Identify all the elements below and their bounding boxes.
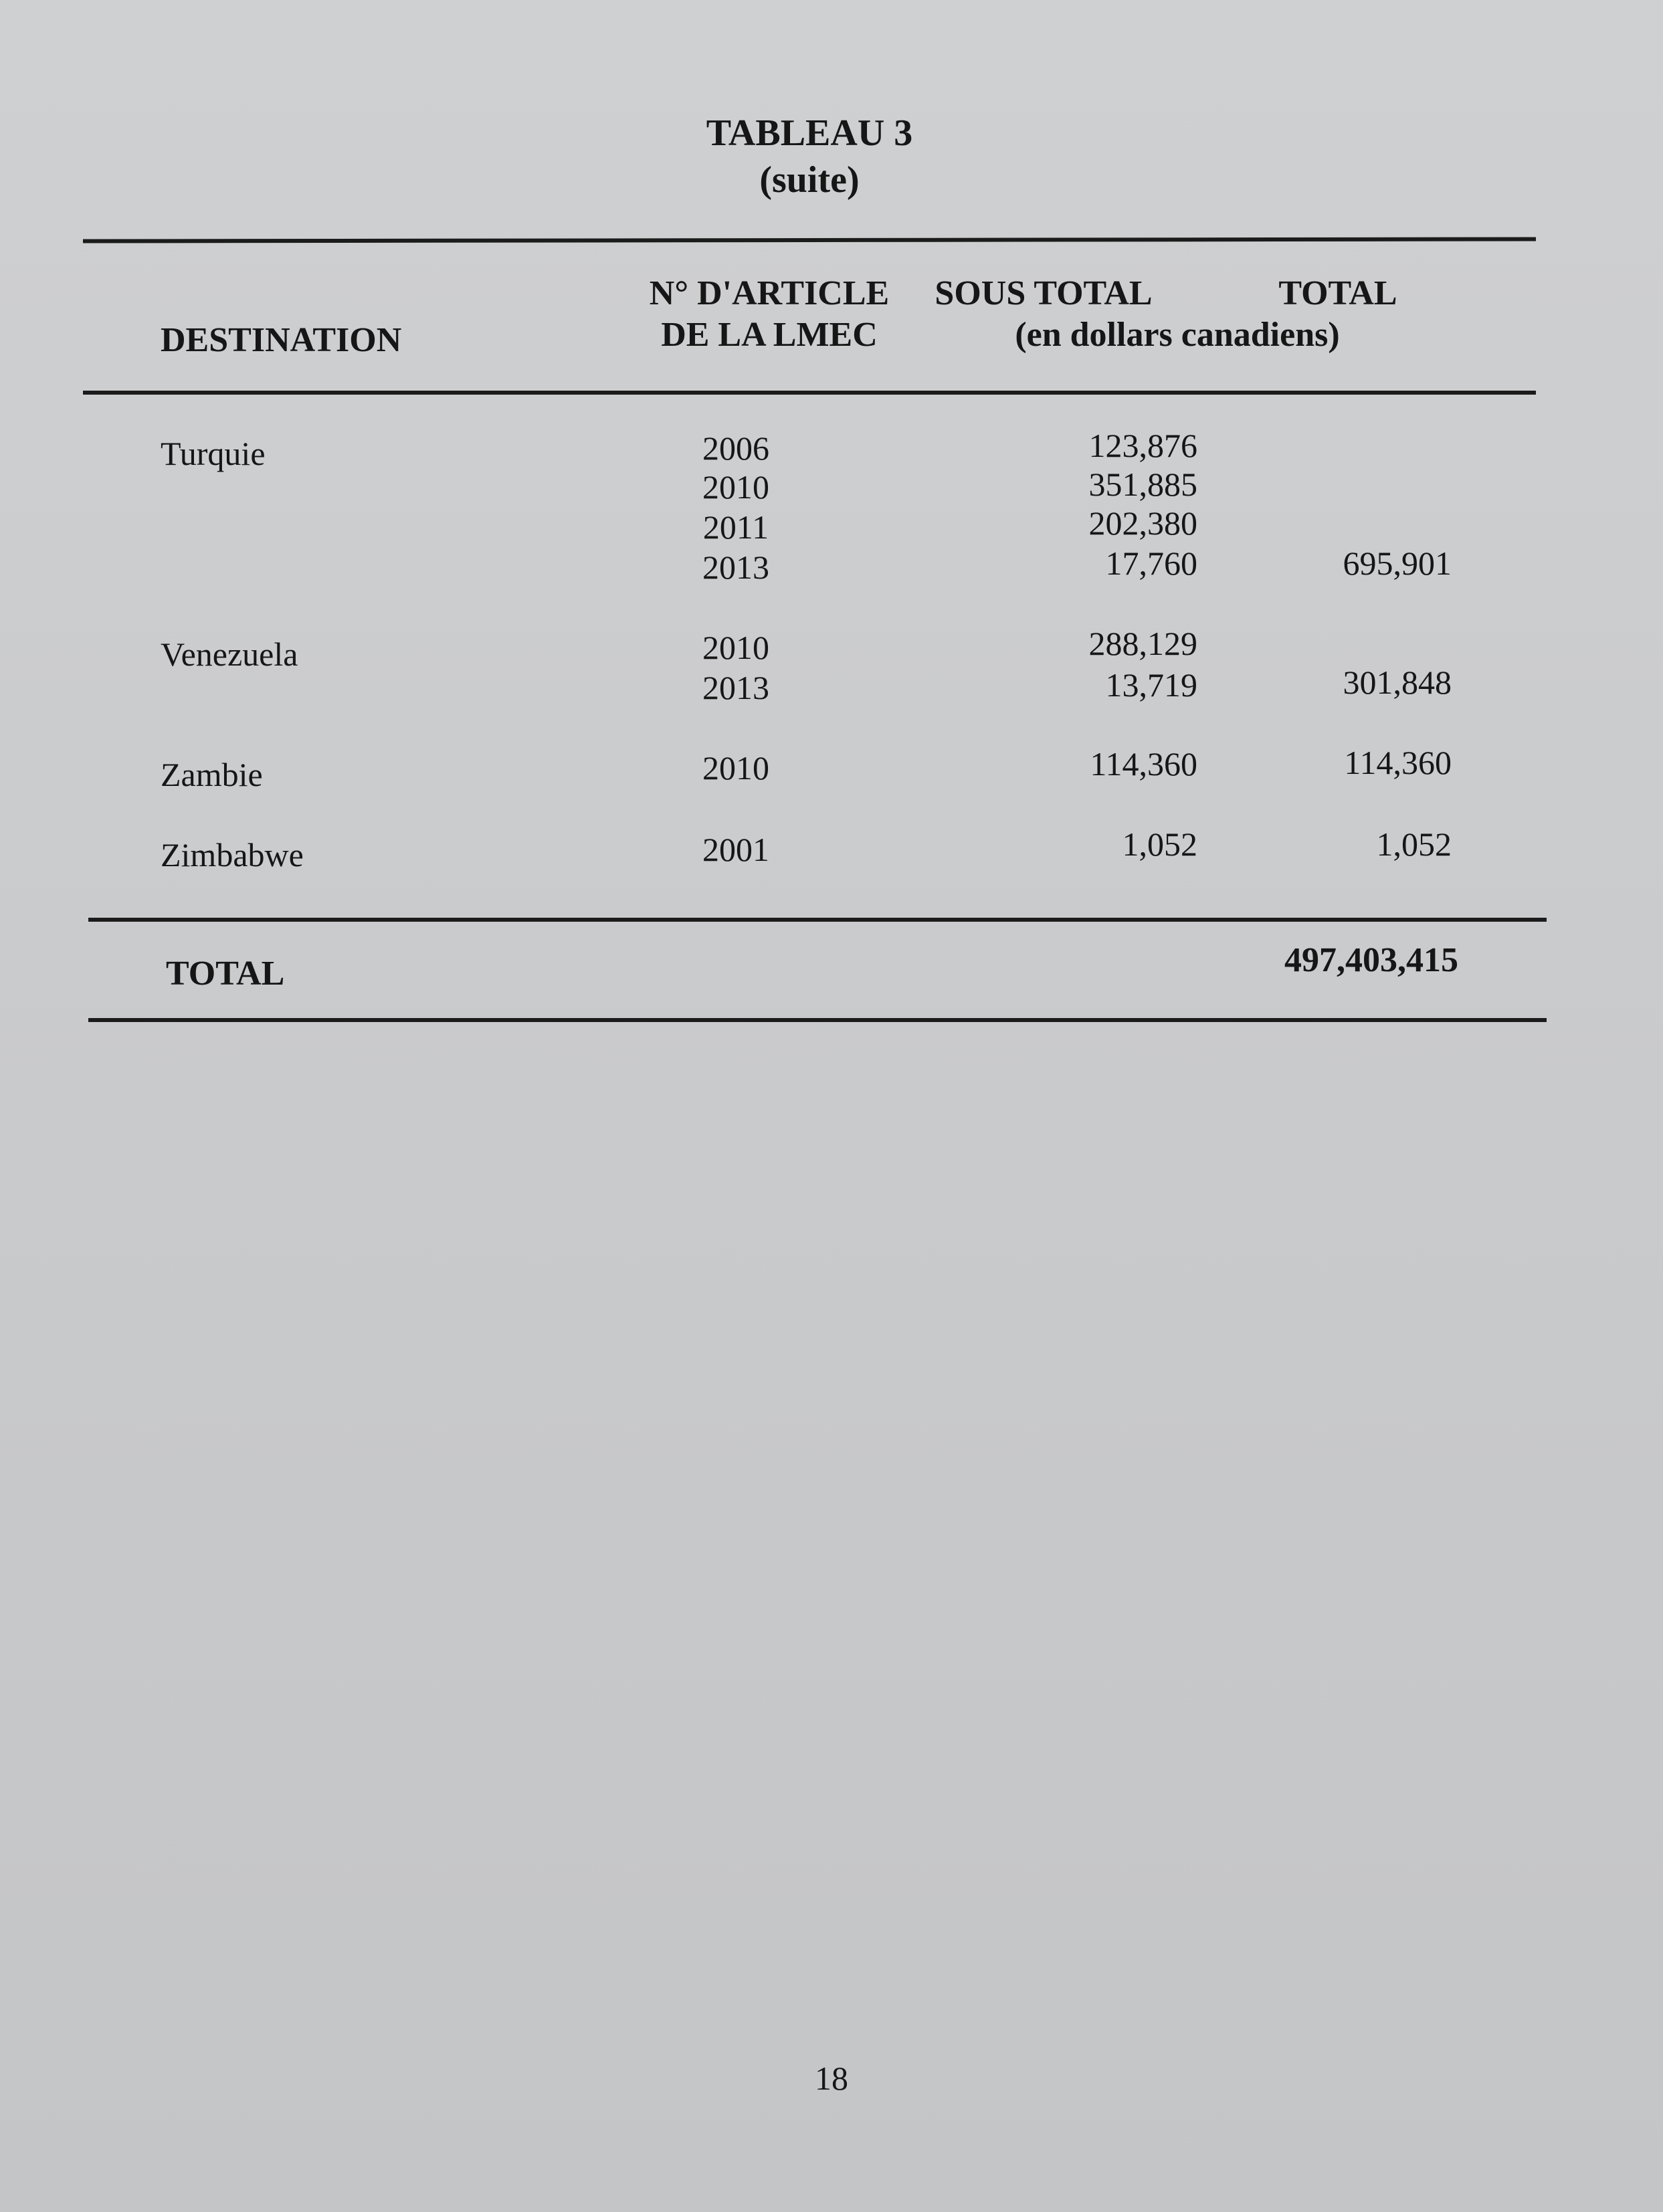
- cell-sous-total: 17,760: [1105, 544, 1197, 582]
- cell-sous-total: 114,360: [1090, 745, 1197, 783]
- cell-sous-total: 202,380: [1088, 504, 1197, 542]
- header-article-line2: DE LA LMEC: [661, 316, 878, 354]
- cell-total: 695,901: [1343, 544, 1452, 582]
- cell-article: 2013: [702, 548, 769, 586]
- header-destination: DESTINATION: [161, 321, 402, 359]
- bottom-rule: [88, 1018, 1547, 1022]
- cell-sous-total: 13,719: [1105, 666, 1197, 704]
- cell-destination: Venezuela: [161, 635, 298, 673]
- cell-sous-total: 1,052: [1122, 825, 1197, 863]
- header-total: TOTAL: [1278, 274, 1397, 312]
- cell-total: 114,360: [1344, 744, 1452, 781]
- cell-article: 2010: [702, 468, 769, 506]
- cell-article: 2010: [702, 629, 769, 666]
- cell-article: 2013: [702, 669, 769, 706]
- cell-sous-total: 123,876: [1088, 427, 1197, 464]
- cell-article: 2001: [702, 831, 769, 868]
- cell-destination: Turquie: [161, 435, 266, 472]
- cell-sous-total: 288,129: [1088, 625, 1197, 662]
- grand-total-label: TOTAL: [166, 954, 285, 993]
- header-rule: [83, 391, 1536, 395]
- header-article-line1: N° D'ARTICLE: [649, 274, 890, 312]
- header-sous-total: SOUS TOTAL: [935, 274, 1153, 312]
- table-subtitle: (suite): [759, 159, 860, 201]
- table-title: TABLEAU 3: [706, 112, 913, 154]
- page-number: 18: [815, 2059, 848, 2097]
- total-top-rule: [88, 918, 1547, 922]
- top-rule: [83, 237, 1536, 243]
- cell-total: 301,848: [1343, 664, 1452, 701]
- cell-article: 2011: [702, 508, 769, 546]
- cell-article: 2010: [702, 749, 769, 787]
- cell-destination: Zimbabwe: [161, 836, 304, 874]
- cell-destination: Zambie: [161, 756, 263, 793]
- header-currency-note: (en dollars canadiens): [1015, 316, 1340, 354]
- grand-total-value: 497,403,415: [1284, 941, 1458, 979]
- cell-total: 1,052: [1376, 825, 1452, 863]
- cell-sous-total: 351,885: [1088, 466, 1197, 503]
- cell-article: 2006: [702, 429, 769, 467]
